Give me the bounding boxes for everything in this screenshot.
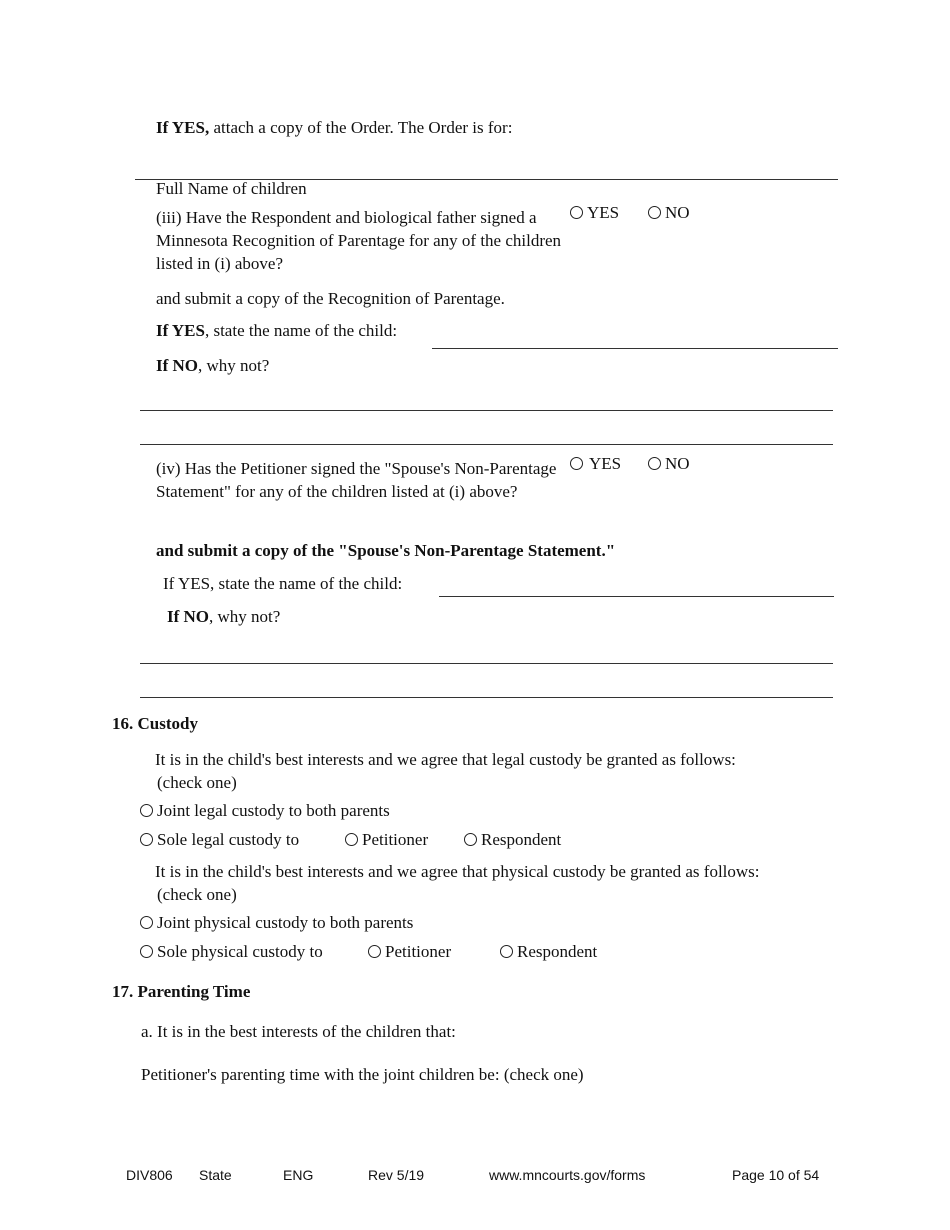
- radio-icon[interactable]: [368, 945, 381, 958]
- q-iii-why-not-line-1[interactable]: [140, 410, 833, 411]
- physical-custody-check-one: (check one): [157, 885, 237, 904]
- custody-heading: 16. Custody: [112, 714, 198, 733]
- question-iv: (iv) Has the Petitioner signed the "Spouse's Non-Parentage Statement" for any of the children listed at (i) above?: [156, 459, 557, 501]
- radio-icon[interactable]: [464, 833, 477, 846]
- sole-legal-respondent-option[interactable]: Respondent: [464, 828, 561, 851]
- sole-physical-petitioner-option[interactable]: Petitioner: [368, 940, 451, 963]
- q-iii-submit-text: and submit a copy of the Recognition of Parentage.: [156, 289, 505, 308]
- radio-icon[interactable]: [648, 457, 661, 470]
- radio-icon[interactable]: [140, 945, 153, 958]
- radio-icon[interactable]: [345, 833, 358, 846]
- legal-custody-intro: It is in the child's best interests and we agree that legal custody be granted as follows:: [155, 750, 736, 769]
- sole-physical-custody-option[interactable]: Sole physical custody to: [140, 940, 323, 963]
- q-iv-yes-option[interactable]: YES: [570, 452, 621, 475]
- physical-custody-intro: It is in the child's best interests and we agree that physical custody be granted as follows:: [155, 862, 760, 881]
- footer-page-number: Page 10 of 54: [732, 1167, 820, 1183]
- radio-icon[interactable]: [140, 833, 153, 846]
- radio-icon[interactable]: [140, 804, 153, 817]
- order-if-yes-text: If YES, attach a copy of the Order. The Order is for:: [156, 118, 513, 137]
- parenting-time-heading: 17. Parenting Time: [112, 982, 251, 1001]
- joint-physical-custody-option[interactable]: Joint physical custody to both parents: [140, 911, 413, 934]
- sole-legal-petitioner-option[interactable]: Petitioner: [345, 828, 428, 851]
- sole-legal-custody-option[interactable]: Sole legal custody to: [140, 828, 299, 851]
- q-iii-child-name-line[interactable]: [432, 348, 838, 349]
- sole-physical-respondent-option[interactable]: Respondent: [500, 940, 597, 963]
- q-iii-no-option[interactable]: NO: [648, 201, 690, 224]
- full-name-label: Full Name of children: [156, 179, 307, 198]
- radio-icon[interactable]: [570, 457, 583, 470]
- footer-language: ENG: [283, 1167, 314, 1183]
- radio-icon[interactable]: [140, 916, 153, 929]
- q-iii-why-not-line-2[interactable]: [140, 444, 833, 445]
- q-iv-why-not-line-2[interactable]: [140, 697, 833, 698]
- legal-custody-check-one: (check one): [157, 773, 237, 792]
- q-iii-yes-option[interactable]: YES: [570, 201, 619, 224]
- footer-url[interactable]: www.mncourts.gov/forms: [489, 1167, 646, 1183]
- question-iii: (iii) Have the Respondent and biological father signed a Minnesota Recognition of Parentage for any of the children listed in (i) above?: [156, 208, 562, 273]
- radio-icon[interactable]: [648, 206, 661, 219]
- q-iv-if-yes-label: If YES, state the name of the child:: [163, 574, 403, 593]
- joint-legal-custody-option[interactable]: Joint legal custody to both parents: [140, 799, 390, 822]
- q-iv-submit-text: and submit a copy of the "Spouse's Non-Parentage Statement.": [156, 541, 616, 560]
- radio-icon[interactable]: [570, 206, 583, 219]
- parenting-time-item-a: a. It is in the best interests of the children that:: [141, 1022, 456, 1041]
- radio-icon[interactable]: [500, 945, 513, 958]
- q-iv-if-no-label: If NO, why not?: [167, 607, 281, 626]
- q-iii-if-no-label: If NO, why not?: [156, 356, 270, 375]
- petitioner-parenting-time-line: Petitioner's parenting time with the joint children be: (check one): [141, 1065, 584, 1084]
- q-iv-why-not-line-1[interactable]: [140, 663, 833, 664]
- footer-revision: Rev 5/19: [368, 1167, 425, 1183]
- q-iv-child-name-line[interactable]: [439, 596, 834, 597]
- footer-state: State: [199, 1167, 232, 1183]
- footer-form-id: DIV806: [126, 1167, 173, 1183]
- q-iv-no-option[interactable]: NO: [648, 452, 690, 475]
- q-iii-if-yes-label: If YES, state the name of the child:: [156, 321, 398, 340]
